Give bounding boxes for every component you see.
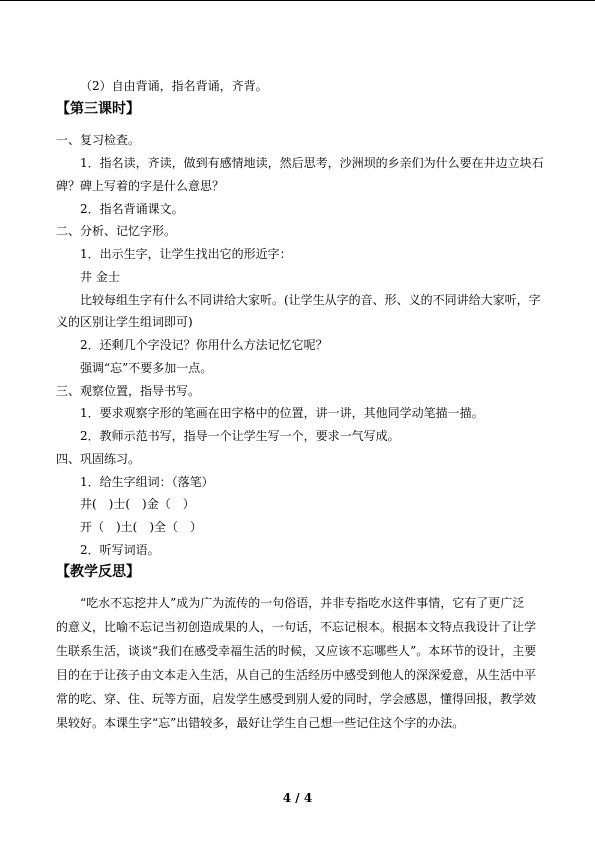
reflection-line-4: 目的在于让孩子由文本走入生活，从自己的生活经历中感受到他人的深深爱意，从生活中平 [56, 668, 537, 682]
review-item-1-line-1: 1．指名读，齐读，做到有感情地读，然后思考，沙洲坝的乡亲们为什么要在井边立块石 [80, 156, 544, 170]
reflection-line-5: 常的吃、穿、住、玩等方面，启发学生感受到别人爱的同时，学会感恩，懂得回报，教学效 [56, 692, 537, 706]
writing-item-2: 2．教师示范书写，指导一个让学生写一个，要求一气写成。 [80, 429, 400, 443]
practice-heading: 四、巩固练习。 [56, 452, 141, 466]
reflection-line-3: 生联系生活，谈谈“我们在感受幸福生活的时候，又应该不忘哪些人”。本环节的设计，主要 [56, 644, 537, 658]
lesson-three-heading: 【第三课时】 [56, 101, 140, 117]
word-exercise-row-2: 开（ )土( )全（ ） [80, 520, 203, 534]
review-item-2: 2．指名背诵课文。 [80, 202, 184, 216]
review-item-1-line-2: 碑？碑上写着的字是什么意思？ [56, 179, 225, 193]
writing-heading: 三、观察位置，指导书写。 [56, 384, 201, 398]
reflection-heading: 【教学反思】 [56, 564, 140, 580]
reflection-line-1: “吃水不忘挖井人”成为广为流传的一句俗语，并非专指吃水这件事情，它有了更广泛 [80, 596, 525, 610]
practice-item-2: 2．听写词语。 [80, 543, 160, 557]
reflection-line-6: 果较好。本课生字“忘”出错较多，最好让学生自己想一些记住这个字的办法。 [56, 716, 465, 730]
analysis-heading: 二、分析、记忆字形。 [56, 224, 177, 238]
reflection-line-2: 的意义，比喻不忘记当初创造成果的人，一句话，不忘记根本。根据本文特点我设计了让学 [56, 620, 537, 634]
review-heading: 一、复习检查。 [56, 133, 141, 147]
analysis-item-2: 2．还剩几个字没记？你用什么方法记忆它呢？ [80, 338, 328, 352]
recitation-step: （2）自由背诵，指名背诵，齐背。 [80, 79, 268, 93]
writing-item-1: 1．要求观察字形的笔画在田字格中的位置，讲一讲，其他同学动笔描一描。 [80, 406, 484, 420]
compare-line-1: 比较每组生字有什么不同讲给大家听。(让学生从字的音、形、义的不同讲给大家听，字 [80, 293, 541, 307]
compare-line-2: 义的区别让学生组词即可) [56, 315, 193, 329]
analysis-item-1: 1．出示生字，让学生找出它的形近字： [80, 247, 292, 261]
page-top-rule [0, 0, 595, 1]
emphasis-note: 强调“忘”不要多加一点。 [80, 361, 213, 375]
practice-item-1: 1．给生字组词：（落笔） [80, 475, 214, 489]
page-number: 4 / 4 [282, 791, 313, 805]
word-exercise-row-1: 井( )士( )金（ ） [80, 497, 195, 511]
similar-characters: 井 金士 [80, 270, 120, 284]
